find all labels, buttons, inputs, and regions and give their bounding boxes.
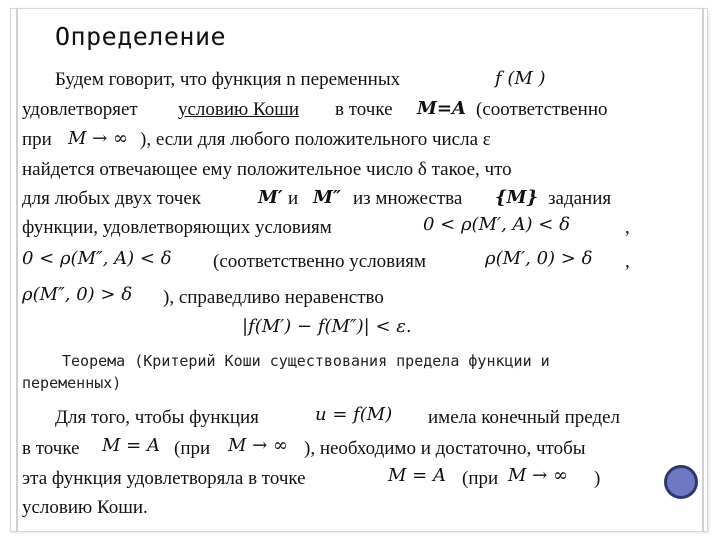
statement-line-1-text-b: имела конечный предел xyxy=(428,407,621,428)
def-line-5-formula-1: M′ xyxy=(258,187,283,208)
frame-stripe-right xyxy=(702,8,704,532)
statement-line-2-text-b: (при xyxy=(174,438,211,459)
def-line-2-formula: M=A xyxy=(417,98,466,119)
def-line-6-comma: , xyxy=(625,217,630,238)
def-line-5-text-b: и xyxy=(288,188,299,209)
statement-line-3-text-b: (при xyxy=(462,468,499,489)
statement-line-3-text: эта функция удовлетворяла в точке xyxy=(22,468,306,489)
statement-line-1-formula: u = f(M) xyxy=(315,404,393,425)
statement-line-2-formula-2: M → ∞ xyxy=(228,435,288,456)
slide-title: Определение xyxy=(55,22,227,51)
theorem-heading-line-2: переменных) xyxy=(22,374,122,392)
theorem-heading-line-1: Теорема (Критерий Коши существования предела функции и xyxy=(62,352,550,370)
def-line-7-comma: , xyxy=(625,251,630,272)
decorative-circle xyxy=(664,465,698,499)
def-line-3-text: при xyxy=(22,129,52,150)
def-line-4-text: найдется отвечающее ему положительное число δ такое, что xyxy=(22,159,512,180)
cauchy-inequality-formula: |f(M′) − f(M″)| < ε. xyxy=(242,316,412,337)
def-line-6-formula: 0 < ρ(M′, A) < δ xyxy=(423,214,570,235)
statement-line-2-text-c: ), необходимо и достаточно, чтобы xyxy=(304,438,586,459)
def-line-1-formula: f (M ) xyxy=(495,68,546,89)
cauchy-condition-term: условию Коши xyxy=(178,99,300,120)
statement-line-3-text-c: ) xyxy=(594,468,601,489)
def-line-2-text: удовлетворяет xyxy=(22,99,138,120)
statement-line-2-text: в точке xyxy=(22,438,80,459)
def-line-1-text: Будем говорит, что функция n переменных xyxy=(55,69,401,90)
def-line-5-text-c: из множества xyxy=(353,188,463,209)
def-line-7-formula: 0 < ρ(M″, A) < δ xyxy=(22,248,172,269)
def-line-5-formula-3: {M} xyxy=(495,187,539,208)
def-line-3-formula: M → ∞ xyxy=(68,128,128,149)
statement-line-3-formula-2: M → ∞ xyxy=(508,465,568,486)
def-line-2-text-b: в точке xyxy=(335,99,393,120)
def-line-5-text-d: задания xyxy=(548,188,612,209)
def-line-2-text-c: (соответственно xyxy=(476,99,608,120)
def-line-8-formula: ρ(M″, 0) > δ xyxy=(22,284,133,305)
def-line-5-text: для любых двух точек xyxy=(22,188,202,209)
def-line-7-formula-2: ρ(M′, 0) > δ xyxy=(485,248,593,269)
statement-line-3-formula: M = A xyxy=(388,465,446,486)
statement-line-2-formula: M = A xyxy=(102,435,160,456)
def-line-5-formula-2: M″ xyxy=(313,187,341,208)
def-line-7-text: (соответственно условиям xyxy=(213,251,427,272)
def-line-3-text-b: ), если для любого положительного числа ε xyxy=(140,129,491,150)
def-line-8-text: ), справедливо неравенство xyxy=(163,287,384,308)
statement-line-1-text: Для того, чтобы функция xyxy=(55,407,259,428)
statement-line-4-text: условию Коши. xyxy=(22,497,148,518)
frame-stripe-left xyxy=(16,8,18,532)
def-line-6-text: функции, удовлетворяющих условиям xyxy=(22,217,332,238)
